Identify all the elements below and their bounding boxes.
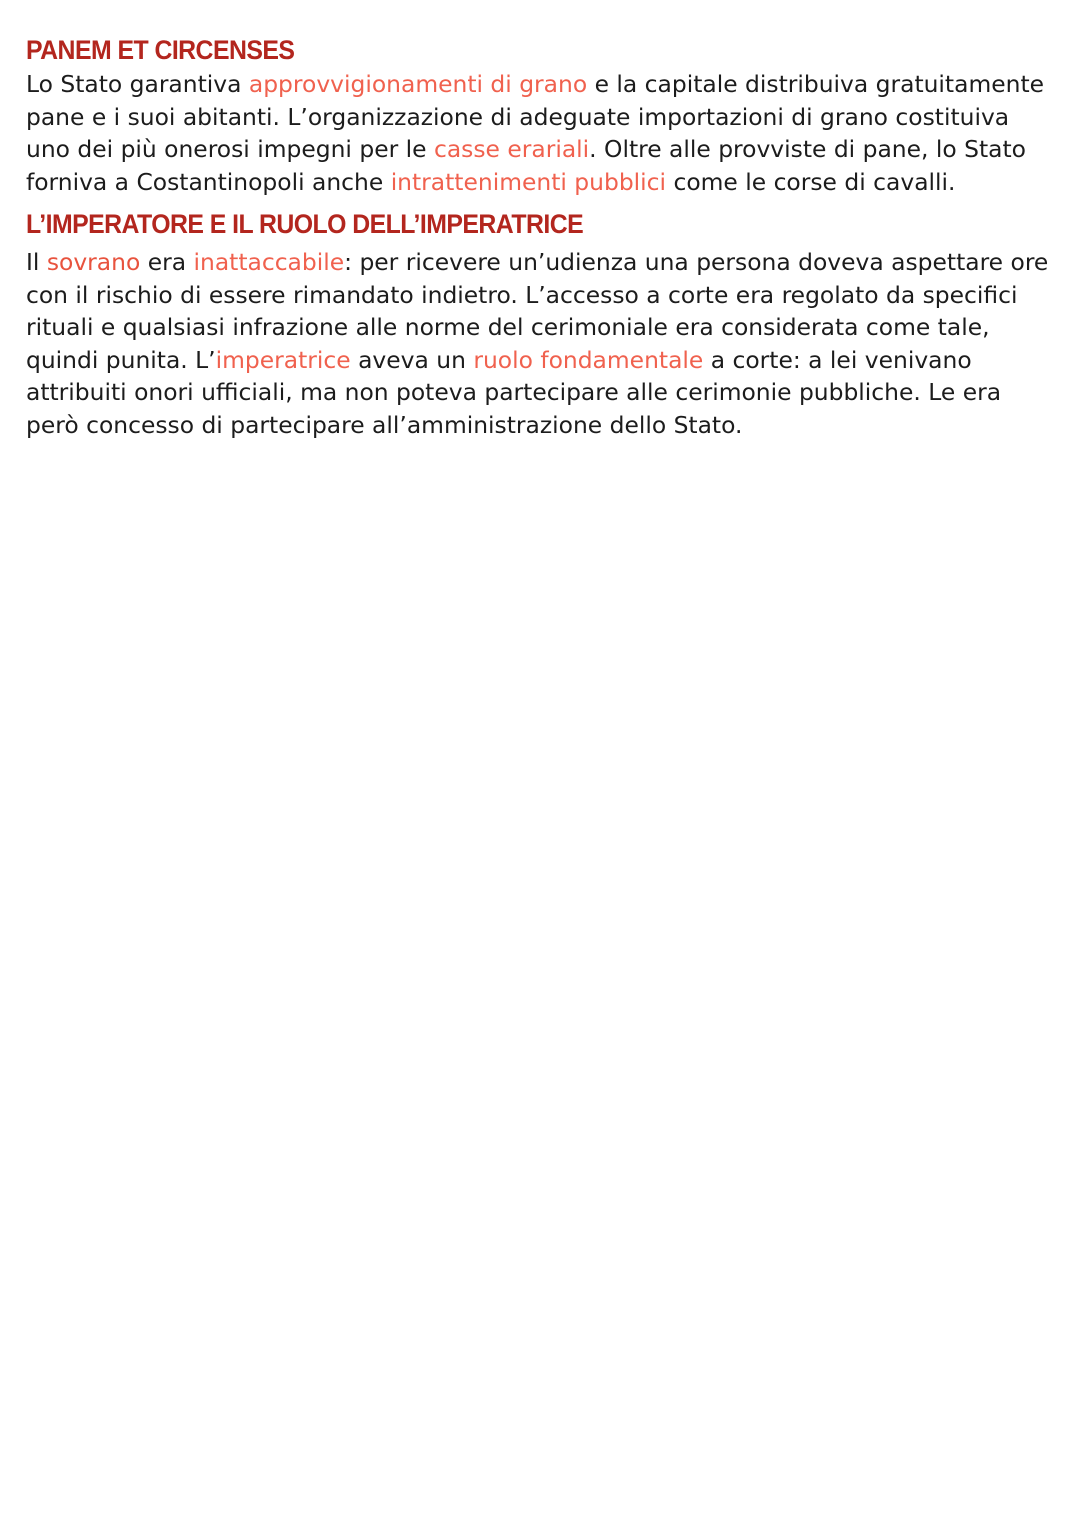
text-run: Il	[26, 248, 47, 276]
highlighted-term: imperatrice	[215, 345, 351, 374]
text-run: Lo Stato garantiva	[26, 70, 249, 98]
highlighted-term: approvvigionamenti di grano	[248, 70, 588, 98]
highlighted-term: intrattenimenti pubblici	[390, 167, 667, 196]
text-run: . Oltre alle provviste di pane, lo Stato forniva a Costantinopoli anche	[26, 135, 1026, 196]
highlighted-term: inattaccabile	[193, 248, 345, 276]
text-run: : per ricevere un’udienza una persona doveva aspettare ore con il rischio di essere rimandato indietro. L’accesso a corte era regolato da specifici rituali e qualsiasi infrazione alle norme del cerimoniale era considerata come tale, quindi punita. L’	[26, 248, 1049, 374]
highlighted-term: casse erariali	[433, 135, 590, 163]
section-paragraph-imperatore	[26, 246, 1056, 441]
document-page	[26, 32, 1056, 441]
text-run: a corte: a lei venivano attribuiti onori ufficiali, ma non poteva partecipare alle cerimonie pubbliche. Le era però concesso di partecipare all’amministrazione dello Stato.	[26, 345, 1002, 439]
highlighted-term: ruolo fondamentale	[473, 345, 704, 374]
section-heading-panem-et-circenses: PANEM ET CIRCENSES	[26, 35, 295, 65]
highlighted-term: sovrano	[46, 248, 141, 276]
section-heading-imperatore: L’IMPERATORE E IL RUOLO DELL’IMPERATRICE	[26, 209, 584, 239]
section-paragraph-panem-et-circenses	[26, 68, 1056, 198]
text-run: come le corse di cavalli.	[666, 167, 956, 196]
text-run: e la capitale distribuiva gratuitamente pane e i suoi abitanti. L’organizzazione di adeguate importazioni di grano costituiva uno dei più onerosi impegni per le	[26, 70, 1045, 163]
text-run: era	[140, 248, 194, 276]
text-run: aveva un	[350, 345, 474, 374]
